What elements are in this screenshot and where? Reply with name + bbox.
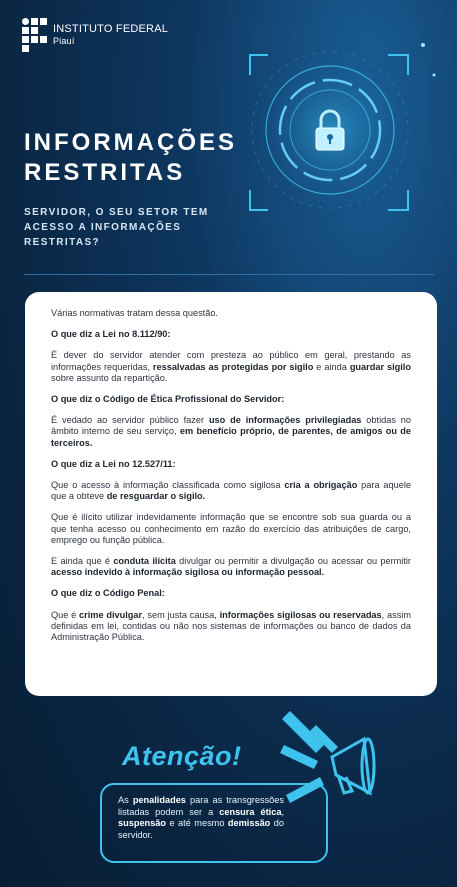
logo-name: INSTITUTO FEDERAL — [53, 23, 169, 35]
logo-state: Piauí — [53, 36, 75, 46]
section-heading-codigo-etica: O que diz o Código de Ética Profissional do Servidor: — [51, 394, 285, 405]
page-title: INFORMAÇÕES RESTRITAS — [24, 129, 237, 186]
ifpi-logo-icon — [22, 18, 47, 52]
content-card — [25, 292, 437, 696]
institution-logo — [22, 18, 168, 52]
attention-text: As penalidades para as transgressões listadas podem ser a censura ética, suspensão e até mesmo demissão do servidor. — [118, 795, 285, 840]
section-heading-lei-8112: O que diz a Lei no 8.112/90: — [51, 329, 171, 340]
paragraph-lei-12527-obrigacao: Que o acesso à informação classificada como sigilosa cria a obrigação para aquele que a obteve de resguardar o sigilo. — [51, 480, 411, 502]
intro-text: Várias normativas tratam dessa questão. — [51, 308, 218, 318]
paragraph-lei-12527-conduta: E ainda que é conduta ilícita divulgar ou permitir a divulgação ou acessar ou permitir acesso indevido à informação sigilosa ou informação pessoal. — [51, 556, 411, 578]
attention-title: Atenção! — [122, 741, 242, 771]
section-heading-lei-12527: O que diz a Lei no 12.527/11: — [51, 458, 176, 469]
padlock-icon — [238, 20, 448, 230]
paragraph-lei-12527-ilicito: Que é ilícito utilizar indevidamente informação que se encontre sob sua guarda ou a que tenha acesso ou conhecimento em razão do exercício das atribuições de cargo, emprego ou função pública. — [51, 512, 411, 545]
paragraph-codigo-penal: Que é crime divulgar, sem justa causa, informações sigilosas ou reservadas, assim definidas em lei, contidas ou não nos sistemas de informações ou banco de dados da Administração Pública. — [51, 609, 411, 643]
section-heading-codigo-penal: O que diz o Código Penal: — [51, 588, 165, 599]
divider — [24, 274, 434, 275]
paragraph-lei-8112: É dever do servidor atender com presteza ao público em geral, prestando as informações requeridas, ressalvadas as protegidas por sigilo e ainda guardar sigilo sobre assunto da repartição. — [51, 350, 411, 383]
paragraph-codigo-etica: É vedado ao servidor público fazer uso de informações privilegiadas obtidas no âmbito interno de seu serviço, em benefício próprio, de parentes, de amigos ou de terceiros. — [51, 415, 412, 448]
page-subtitle: SERVIDOR, O SEU SETOR TEM ACESSO A INFORMAÇÕES RESTRITAS? — [24, 207, 209, 248]
